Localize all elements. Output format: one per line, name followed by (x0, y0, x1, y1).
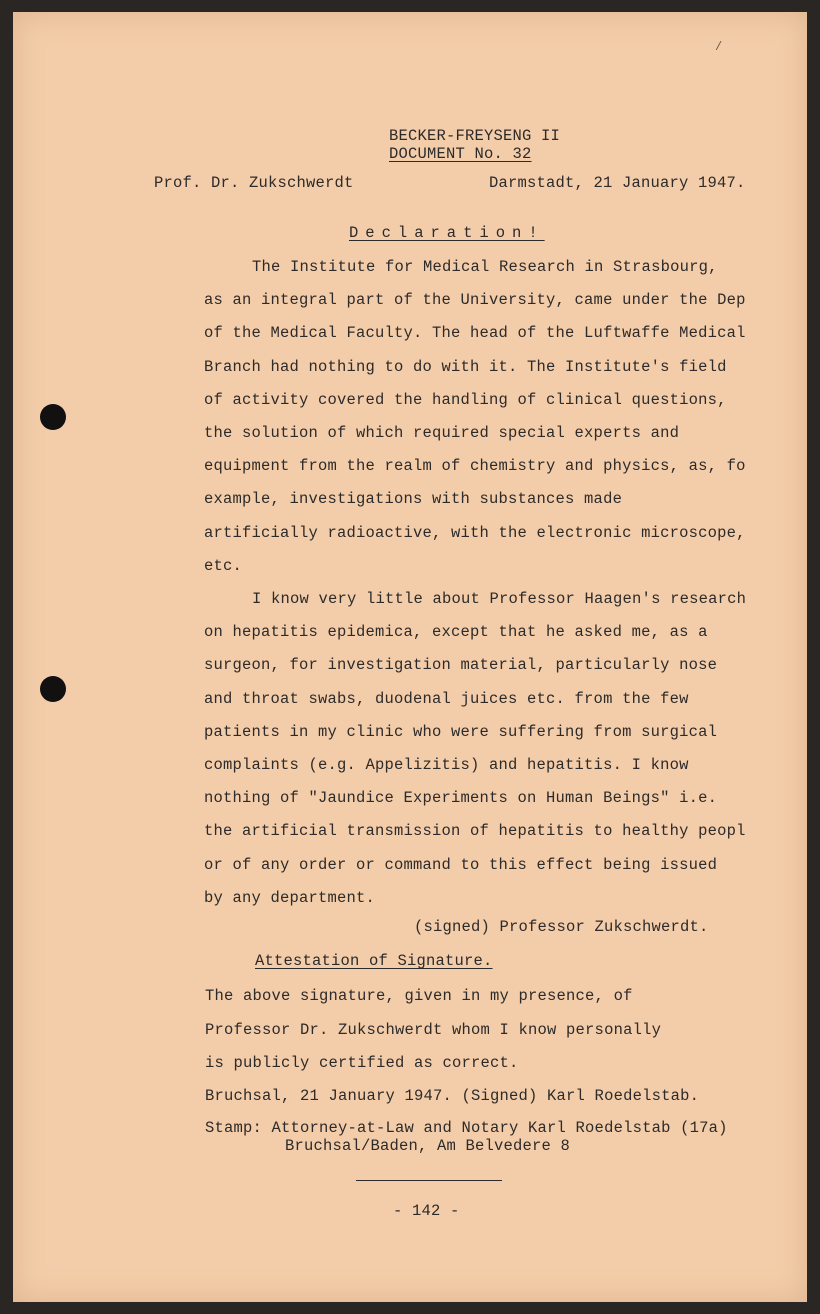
text-line: equipment from the realm of chemistry and physics, as, fo (204, 457, 746, 476)
document-page (13, 12, 807, 1302)
text-line: or of any order or command to this effect being issued (204, 855, 718, 874)
separator-rule (356, 1180, 502, 1181)
signature-line: (signed) Professor Zukschwerdt. (414, 918, 709, 936)
text-line: patients in my clinic who were suffering from surgical (204, 722, 718, 741)
text-line: of activity covered the handling of clinical questions, (204, 390, 727, 409)
text-line: by any department. (204, 888, 376, 907)
text-line: on hepatitis epidemica, except that he asked me, as a (204, 623, 708, 642)
punch-hole-top (40, 404, 66, 430)
text-line: I know very little about Professor Haagen's research (252, 590, 747, 608)
text-line: as an integral part of the University, came under the Dep (204, 291, 746, 310)
text-line: surgeon, for investigation material, particularly nose (204, 656, 718, 675)
text-line: etc. (204, 556, 243, 575)
header-line-1: BECKER-FREYSENG II (389, 127, 561, 145)
stamp-line-2: Bruchsal/Baden, Am Belvedere 8 (285, 1137, 571, 1155)
header-line-2: DOCUMENT No. 32 (389, 145, 532, 163)
text-line: the artificial transmission of hepatitis to healthy peopl (204, 822, 746, 841)
text-line: nothing of "Jaundice Experiments on Human Beings" i.e. (204, 789, 718, 808)
text-line: of the Medical Faculty. The head of the Luftwaffe Medical (204, 324, 746, 343)
text-line: The Institute for Medical Research in Strasbourg, (252, 258, 718, 276)
document-title: Declaration! (349, 224, 545, 242)
text-line: The above signature, given in my presence, of (205, 987, 633, 1005)
pencil-mark: / (715, 40, 723, 54)
place-date: Darmstadt, 21 January 1947. (489, 174, 746, 192)
text-line: is publicly certified as correct. (205, 1054, 519, 1072)
text-line: the solution of which required special experts and (204, 424, 680, 442)
text-line: Professor Dr. Zukschwerdt whom I know personally (205, 1020, 662, 1039)
text-line: example, investigations with substances made (204, 490, 623, 509)
text-line: artificially radioactive, with the electronic microscope, (204, 523, 746, 542)
text-line: complaints (e.g. Appelizitis) and hepatitis. I know (204, 756, 689, 774)
page-number: - 142 - (393, 1202, 460, 1220)
bruchsal-line: Bruchsal, 21 January 1947. (Signed) Karl Roedelstab. (205, 1087, 700, 1105)
text-line: and throat swabs, duodenal juices etc. from the few (204, 689, 689, 708)
punch-hole-bottom (40, 676, 66, 702)
stamp-line-1: Stamp: Attorney-at-Law and Notary Karl Roedelstab (17a) (205, 1119, 728, 1137)
text-line: Branch had nothing to do with it. The Institute's field (204, 357, 727, 376)
sender: Prof. Dr. Zukschwerdt (154, 174, 354, 192)
attestation-heading: Attestation of Signature. (255, 952, 493, 970)
